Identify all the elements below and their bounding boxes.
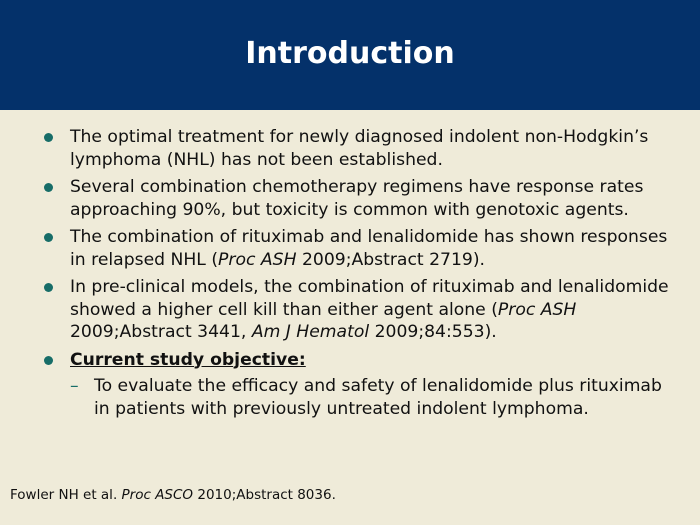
- citation-detail: 2009;Abstract 2719).: [296, 249, 486, 270]
- dash-icon: –: [70, 376, 79, 396]
- footnote-detail: 2010;Abstract 8036.: [193, 487, 336, 503]
- sub-bullet-text: To evaluate the efficacy and safety of lenalidomide plus rituximab in patients with previously untreated indolent lymphoma.: [94, 376, 662, 419]
- citation-detail: 2009;Abstract 3441,: [70, 322, 252, 342]
- bullet-item: [46, 126, 676, 171]
- bullet-dot-icon: [44, 283, 53, 292]
- citation-journal: Proc ASH: [497, 299, 577, 320]
- slide-header: [0, 0, 700, 110]
- bullet-item: [46, 226, 676, 271]
- bullet-dot-icon: [44, 183, 53, 192]
- slide-title: Introduction: [245, 35, 455, 71]
- sub-bullet-item: [46, 375, 676, 420]
- footnote-author: Fowler NH et al.: [10, 487, 122, 503]
- bullet-item: [46, 176, 676, 221]
- bullet-text: Several combination chemotherapy regimens have response rates approaching 90%, but toxicity is common with genotoxic agents.: [70, 177, 644, 220]
- bullet-item: [46, 349, 676, 372]
- bullet-dot-icon: [44, 356, 53, 365]
- objective-heading: Current study objective:: [70, 349, 306, 370]
- citation-journal: Proc ASH: [218, 249, 297, 270]
- footnote: [10, 487, 336, 503]
- bullet-dot-icon: [44, 133, 53, 142]
- bullet-text: The optimal treatment for newly diagnosed indolent non-Hodgkin’s lymphoma (NHL) has not been established.: [70, 127, 649, 170]
- footnote-journal: Proc ASCO: [121, 487, 194, 503]
- slide-body: [46, 126, 676, 420]
- citation-journal: Am J Hematol: [251, 322, 370, 342]
- bullet-text: The combination of rituximab and lenalidomide has shown responses in relapsed NHL (: [70, 227, 668, 270]
- citation-detail: 2009;84:553).: [369, 322, 497, 342]
- bullet-dot-icon: [44, 233, 53, 242]
- bullet-text: In pre-clinical models, the combination of rituximab and lenalidomide showed a higher cell kill than either agent alone (: [70, 277, 669, 320]
- bullet-item: [46, 276, 676, 344]
